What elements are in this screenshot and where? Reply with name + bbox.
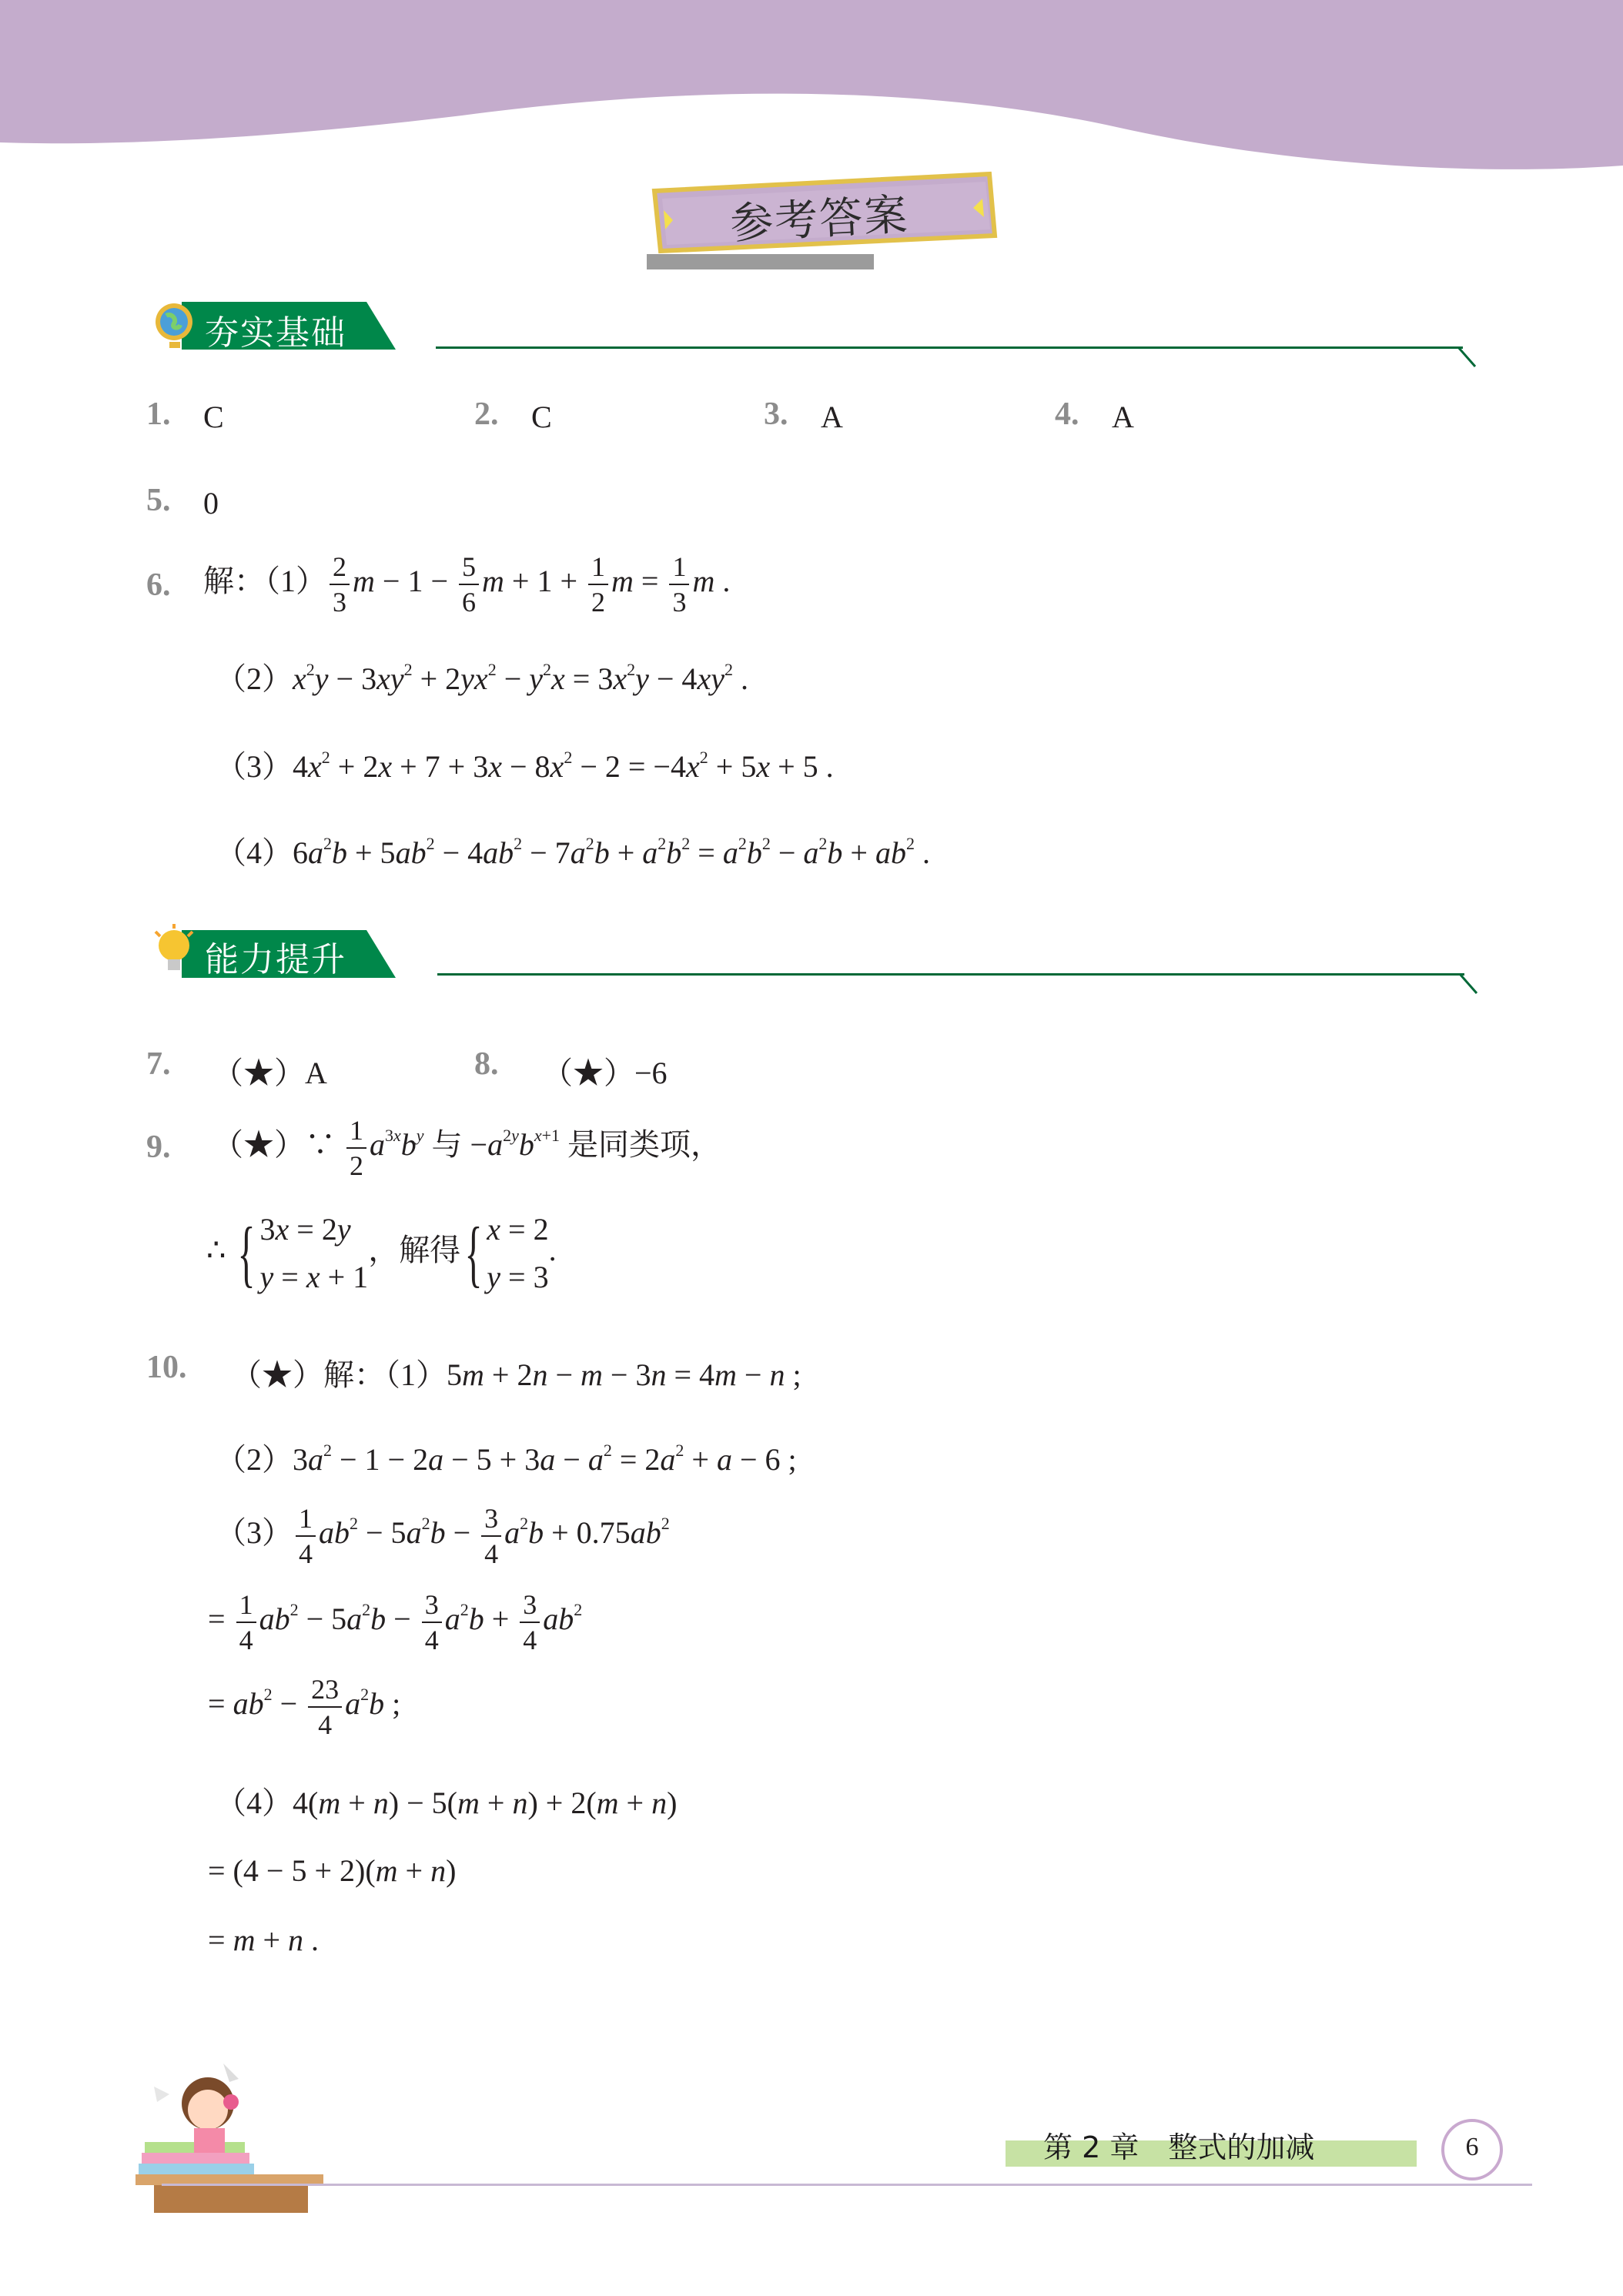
section-divider-hook-1 bbox=[1458, 346, 1477, 368]
part-label: （1） bbox=[385, 1357, 447, 1392]
solution-lead: （★）解： bbox=[231, 1357, 385, 1392]
solution-lead: 解： bbox=[203, 564, 265, 599]
math-line: = m + n . bbox=[208, 1923, 320, 1957]
answer-text: 0 bbox=[203, 486, 219, 520]
math-line: = (4 − 5 + 2)(m + n) bbox=[208, 1853, 457, 1888]
part-label: （2） bbox=[216, 661, 293, 696]
question-number: 10. bbox=[146, 1350, 187, 1385]
part-label: （1） bbox=[265, 564, 326, 599]
section-divider-1 bbox=[436, 346, 1463, 349]
question-number: 5. bbox=[146, 483, 171, 518]
question-number: 6. bbox=[146, 567, 171, 603]
math-line: 解：（1） $\frac{2}{3}$ m − 1 − $\frac{5}{6}$ m + 1 + $\frac{1}{2}$ m = $\frac{1}{3}$ m . bbox=[203, 551, 731, 618]
chapter-label: 第 2 章 整式的加减 bbox=[1043, 2130, 1315, 2164]
question-number: 8. bbox=[474, 1046, 499, 1082]
math-line: （★）解：（1）5m + 2n − m − 3n = 4m − n ; bbox=[231, 1357, 801, 1392]
question-number: 9. bbox=[146, 1130, 171, 1165]
math-line: （4）4(m + n) − 5(m + n) + 2(m + n) bbox=[216, 1786, 678, 1820]
connector-text: 是同类项， bbox=[567, 1127, 722, 1163]
section-title-foundation: 夯实基础 bbox=[205, 313, 346, 353]
student-illustration bbox=[108, 2048, 323, 2217]
part-label: （4） bbox=[216, 1786, 293, 1820]
answer-text: A bbox=[821, 400, 843, 434]
page-title: 参考答案 bbox=[728, 189, 910, 249]
answer-text: （★）−6 bbox=[542, 1056, 668, 1090]
math-line: $(2)x^2y - 3xy^2 + 2yx^2 - y^2x = 3x^2y - 4xy^2$ . bbox=[216, 660, 748, 696]
question-number: 2. bbox=[474, 397, 499, 432]
part-label: （4） bbox=[216, 835, 293, 870]
math-line: $(4)6a^2b + 5ab^2 - 4ab^2 - 7a^2b + a^2b^2 = a^2b^2 - a^2b + ab^2$ . bbox=[216, 834, 930, 870]
math-line: $(2)3a^2 - 1 - 2a - 5 + 3a - a^2 = 2a^2 + a - 6$ ; bbox=[216, 1441, 797, 1477]
section-divider-hook-2 bbox=[1460, 973, 1478, 995]
globe-icon bbox=[151, 299, 197, 350]
answer-text: C bbox=[531, 400, 552, 434]
math-line: ∴ { 3x = 2y y = x + 1 ，解得{ x = 2 y = 3 . bbox=[206, 1212, 557, 1294]
math-line: = $ab^2$ − $\frac{23}{4}$ $a^2b$ ; bbox=[208, 1674, 401, 1740]
math-line: $(3)4x^2 + 2x + 7 + 3x - 8x^2 - 2 = -4x^2 + 5x + 5$ . bbox=[216, 748, 834, 784]
question-number: 4. bbox=[1055, 397, 1079, 432]
part-label: （3） bbox=[216, 1515, 293, 1551]
top-decorative-band bbox=[0, 0, 1623, 177]
part-label: （3） bbox=[216, 749, 293, 784]
question-number: 7. bbox=[146, 1046, 171, 1082]
answer-text: （★）A bbox=[212, 1056, 327, 1090]
section-title-improvement: 能力提升 bbox=[205, 940, 346, 979]
page-number: 6 bbox=[1465, 2133, 1479, 2161]
answer-text: A bbox=[1112, 400, 1134, 434]
connector-text: 与 bbox=[431, 1127, 463, 1163]
math-line: （3） $\frac{1}{4}$ $ab^2 - 5a^2b$ − $\frac{3}{4}$ $a^2b + 0.75ab^2$ bbox=[216, 1503, 670, 1569]
math-line: （★）∵ $\frac{1}{2}$ $a^{3x}b^y$ 与 $-a^{2y}b^{x+1}$ 是同类项， bbox=[212, 1115, 722, 1181]
connector-text: 解得 bbox=[399, 1233, 461, 1268]
answer-text: C bbox=[203, 400, 224, 434]
part-label: （2） bbox=[216, 1442, 293, 1477]
section-divider-2 bbox=[437, 973, 1464, 976]
math-line: = $\frac{1}{4}$ $ab^2 - 5a^2b$ − $\frac{3}{4}$ $a^2b$ + $\frac{3}{4}$ $ab^2$ bbox=[208, 1589, 583, 1655]
footer-divider bbox=[162, 2184, 1532, 2186]
question-number: 1. bbox=[146, 397, 171, 432]
question-number: 3. bbox=[764, 397, 788, 432]
lightbulb-icon bbox=[151, 924, 197, 981]
star-mark: （★） bbox=[212, 1127, 305, 1163]
